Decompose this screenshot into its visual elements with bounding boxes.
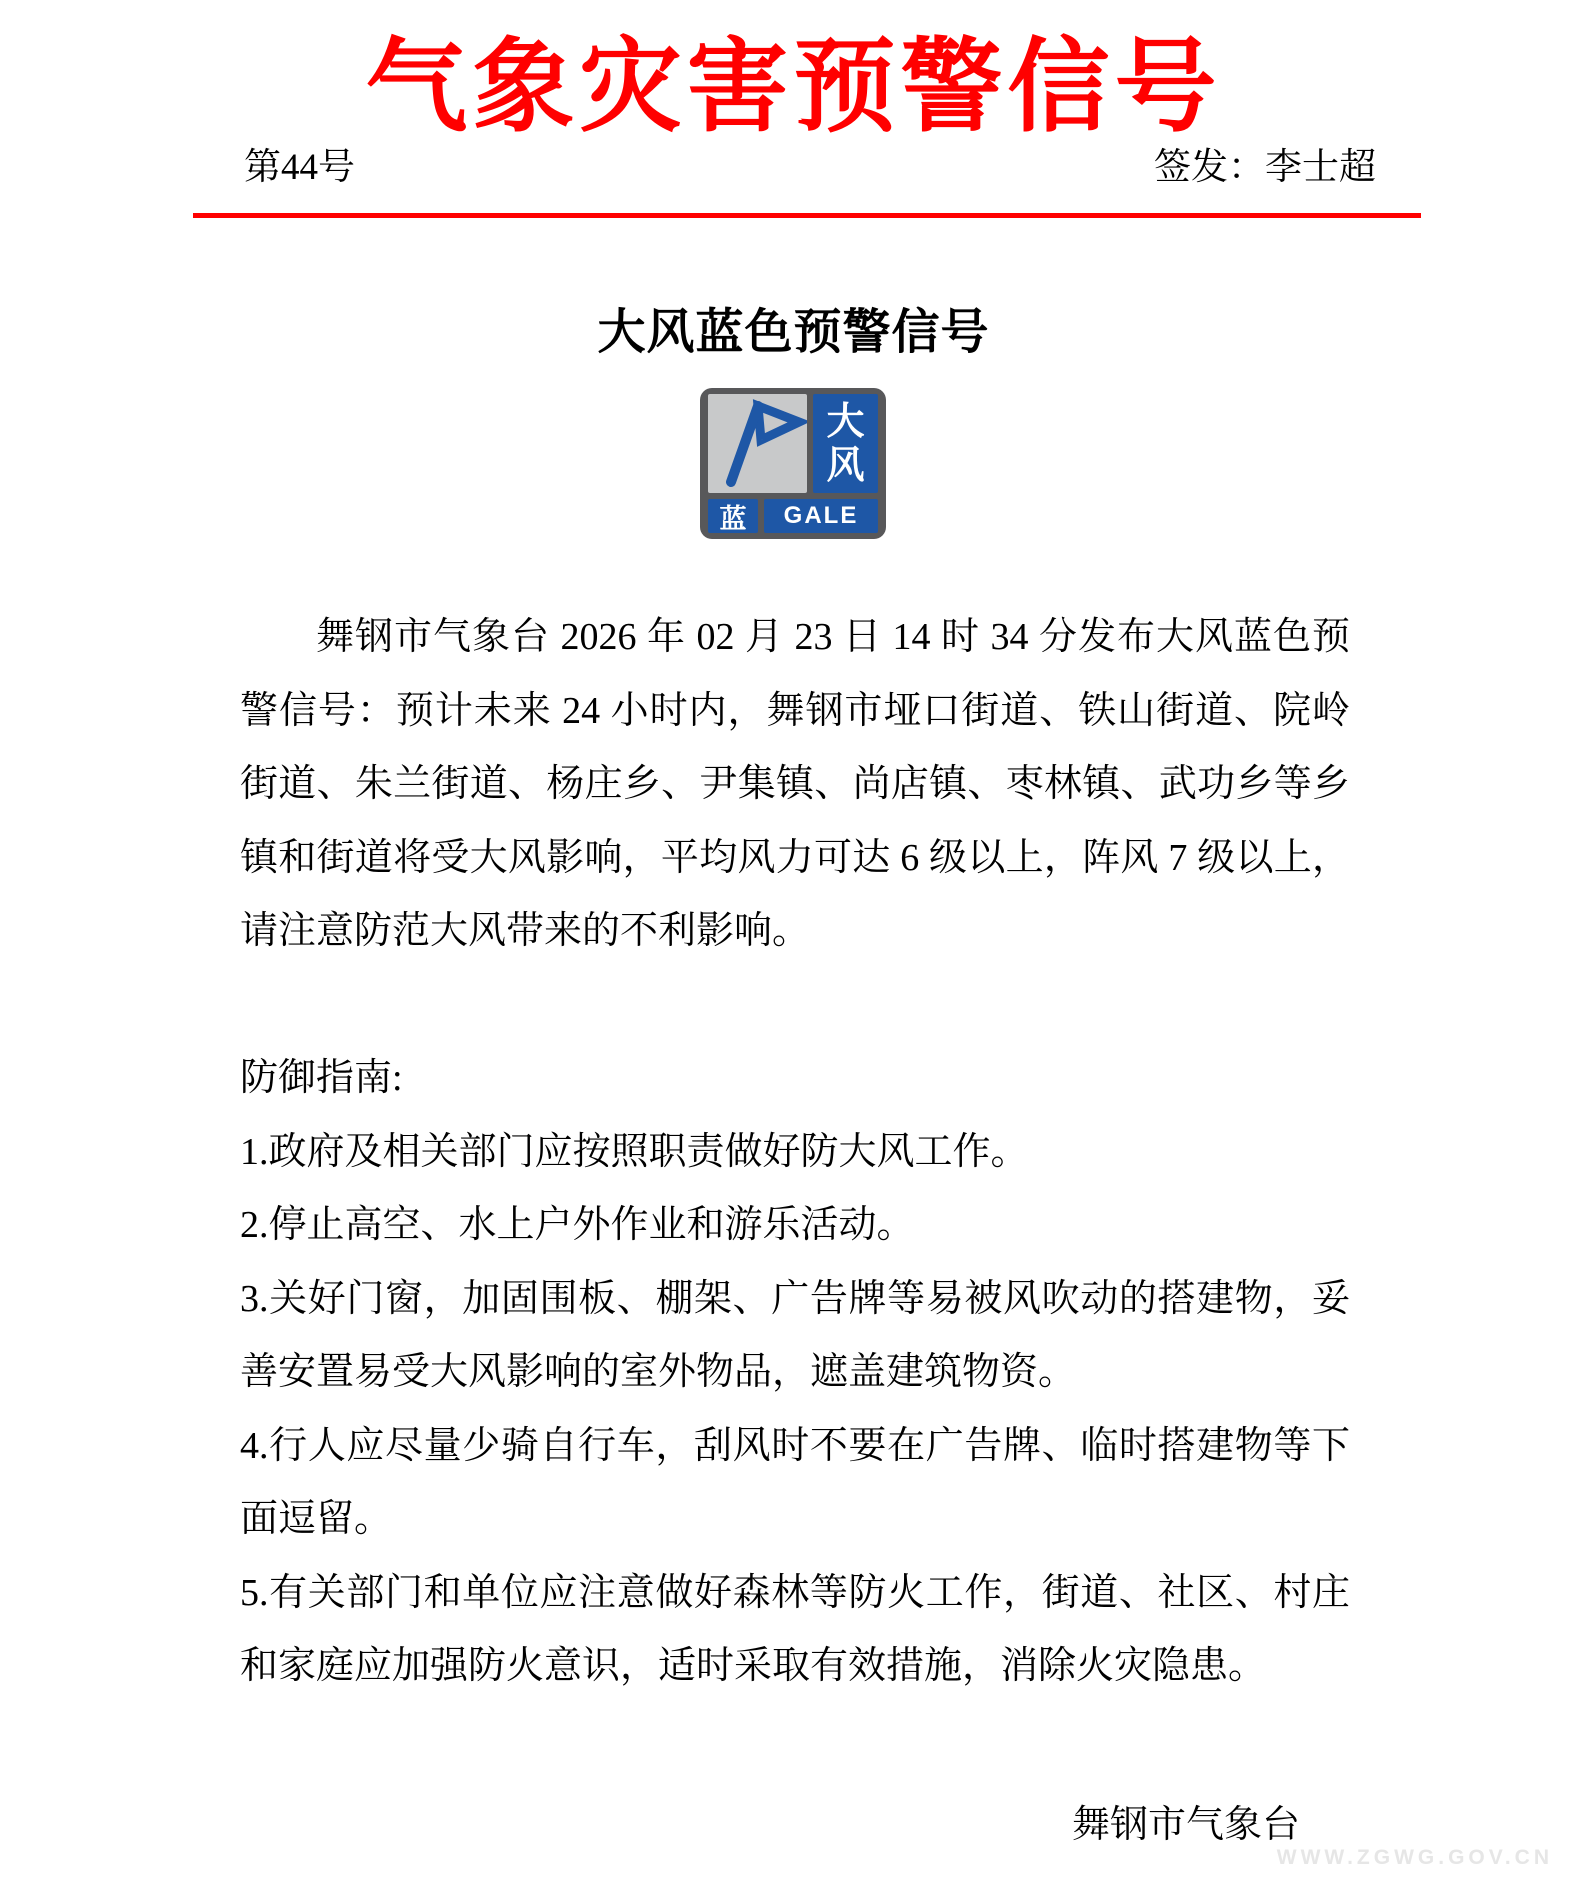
wind-flag-icon [708,394,807,493]
warning-level-badge: 蓝 [708,499,758,533]
warning-type-english: GALE [764,499,878,533]
document-body [240,601,1350,1704]
guide-heading: 防御指南: [240,1057,403,1099]
signer-name: 签发：李士超 [1154,147,1376,188]
announcement-paragraph: 舞钢市气象台 2026 年 02 月 23 日 14 时 34 分发布大风蓝色预警信号：预计未来 24 小时内，舞钢市垭口街道、铁山街道、院岭街道、朱兰街道、杨庄乡、尹集镇、尚店镇、枣林镇、武功乡等乡镇和街道将受大风影响，平均风力可达 6 级以上，阵风 7 级以上，请注意防范大风带来的不利影响。 [240,616,1350,952]
divider-rule [193,213,1421,218]
warning-subtitle: 大风蓝色预警信号 [597,306,990,359]
guide-item-1: 1.政府及相关部门应按照职责做好防大风工作。 [240,1130,1029,1173]
warning-type-char: 大 [826,400,865,443]
guide-item-4: 4.行人应尽量少骑自行车，刮风时不要在广告牌、临时搭建物等下面逗留。 [240,1424,1350,1540]
gale-blue-warning-icon [700,388,886,539]
issuing-agency-signature: 舞钢市气象台 [1072,1804,1301,1846]
warning-type-label [813,394,878,493]
site-watermark: WWW.ZGWG.GOV.CN [1276,1846,1553,1869]
page-title: 气象灾害预警信号 [365,30,1222,144]
warning-type-char: 风 [826,444,865,487]
guide-item-3: 3.关好门窗，加固围板、棚架、广告牌等易被风吹动的搭建物，妥善安置易受大风影响的室外物品，遮盖建筑物资。 [240,1277,1350,1393]
issue-number: 第44号 [244,147,355,188]
guide-item-2: 2.停止高空、水上户外作业和游乐活动。 [240,1204,915,1246]
wind-flag-panel [708,394,807,493]
guide-item-5: 5.有关部门和单位应注意做好森林等防火工作，街道、社区、村庄和家庭应加强防火意识，适时采取有效措施，消除火灾隐患。 [240,1571,1350,1687]
